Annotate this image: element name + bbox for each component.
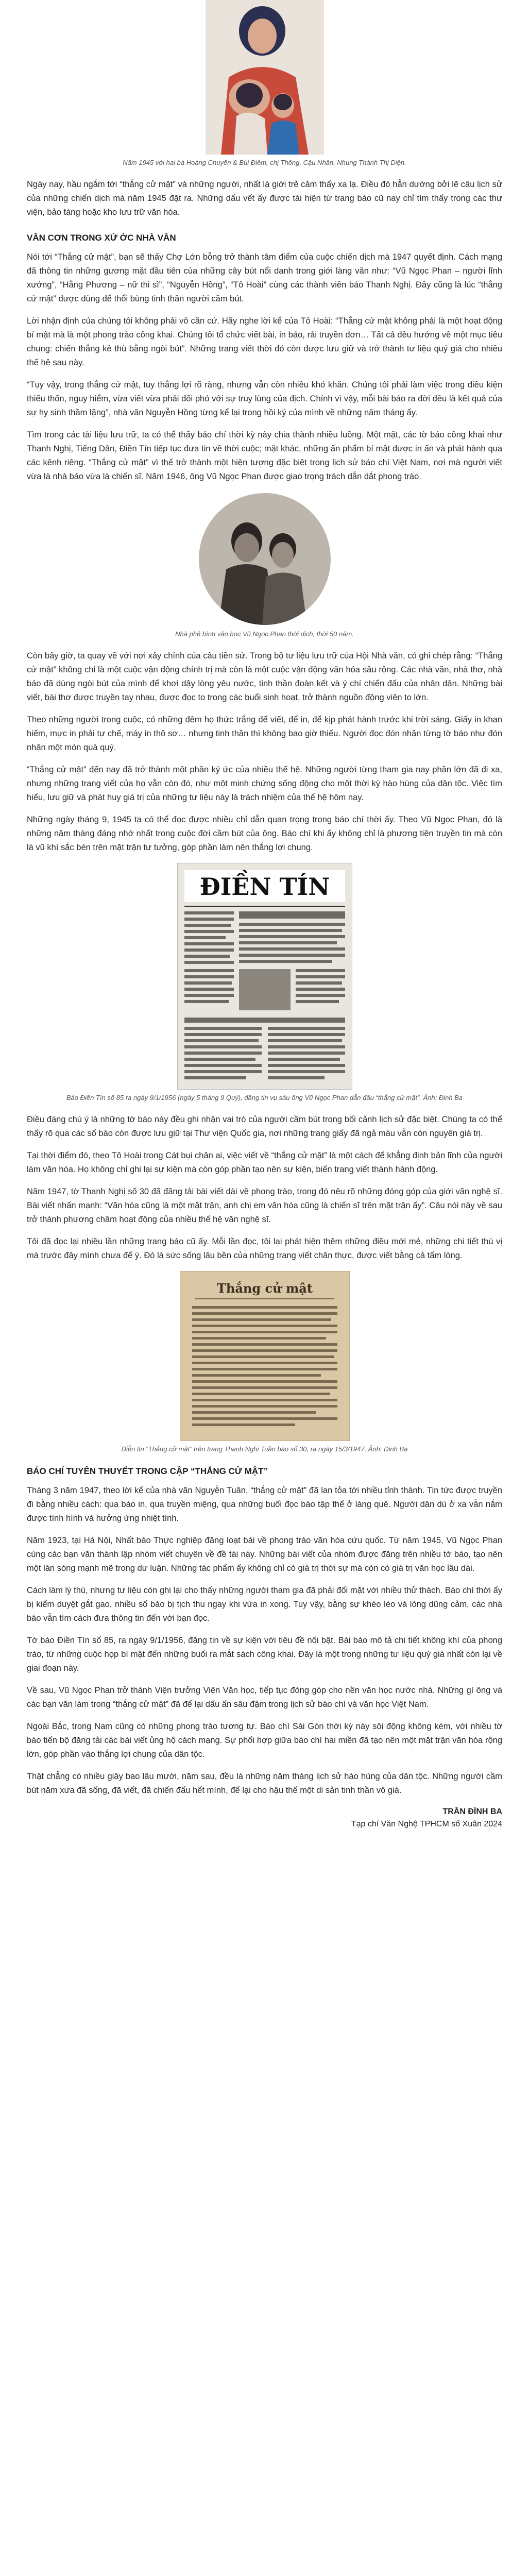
caption-1: Năm 1945 với hai bà Hoàng Chuyên & Bùi Điềm, chị Thông, Cậu Nhân, Nhung Thành Thị Diện. <box>123 159 406 166</box>
author-source: Tạp chí Văn Nghệ TPHCM số Xuân 2024 <box>351 1820 502 1828</box>
paragraph: “Thắng cử mật” đến nay đã trở thành một phần ký ức của nhiều thế hệ. Những người từng tham gia nay phần lớn đã đi xa, nhưng những trang viết của họ vẫn còn đó, như một minh chứng sống động cho một thời kỳ hào hùng của dân tộc. Việc tìm hiểu, lưu giữ và phát huy giá trị của những tư liệu này là trách nhiệm của thế hệ hôm nay. <box>27 765 502 802</box>
paragraph: Còn bây giờ, ta quay về với nơi xảy chính của câu tiền sử. Trong bộ tư liệu lưu trữ của Hội Nhà văn, có ghi chép rằng: “Thắng cử mật” không chỉ là một cuộc vận động chính trị mà còn là một cuộc vận động văn hóa sâu rộng. Các nhà văn, nhà thơ, nhà báo đã dùng ngòi bút của mình để khơi dậy lòng yêu nước, tinh thần đoàn kết và ý chí chiến đấu của nhân dân. Những bài viết, bài thơ được truyền tay nhau, được đọc to trong các buổi sinh hoạt, trở thành nguồn động viên to lớn. <box>27 651 502 702</box>
photo-2 <box>27 492 502 626</box>
paragraph: Tháng 3 năm 1947, theo lời kể của nhà văn Nguyễn Tuân, “thắng cử mật” đã lan tỏa tới nhiều tỉnh thành. Tin tức được truyền đi bằng nhiều cách: qua báo in, qua truyền miệng, qua những buổi đọc báo tập thể ở làng quê. Người dân dù ở xa vẫn nắm được tình hình và hưởng ứng nhiệt tình. <box>27 1486 502 1523</box>
paragraph: “Tụy vậy, trong thắng cử mật, tuy thắng lợi rõ ràng, nhưng vẫn còn nhiều khó khăn. Chúng tôi phải làm việc trong điều kiện thiếu thốn, nguy hiểm, vừa viết vừa phải đối phó với sự truy lùng của địch. Chính vì vậy, mỗi bài báo ra đời đều là kết quả của sự hy sinh thầm lặng”, nhà văn Nguyễn Hồng từng kể lại trong hồi ký của mình về những năm tháng ấy. <box>27 380 502 417</box>
paragraph: Những ngày tháng 9, 1945 ta có thể đọc được nhiều chỉ dẫn quan trọng trong báo chí thời ấy. Theo Vũ Ngọc Phan, đó là những năm tháng đáng nhớ nhất trong cuộc đời cầm bút của ông. Báo chí khi ấy không chỉ là phương tiện truyền tin mà còn là vũ khí sắc bén trên mặt trận tư tưởng, góp phần làm nên thắng lợi chung. <box>27 815 502 852</box>
caption-2: Nhà phê bình văn học Vũ Ngọc Phan thời dịch, thời 50 năm. <box>175 630 354 638</box>
section-heading-1: VẦN CƠN TRONG XỬ ỚC NHÀ VẦN <box>27 233 176 243</box>
paragraph: Tờ báo Điền Tín số 85, ra ngày 9/1/1956, đăng tin về sự kiện với tiêu đề nổi bật. Bài báo mô tả chi tiết không khí của phong trào, từ những cuộc họp bí mật đến những buổi ra mắt sách công khai. Đây là một trong những tư liệu quý giá nhất còn lại về giai đoạn này. <box>27 1636 502 1673</box>
newspaper-image <box>27 863 502 1090</box>
paragraph: Về sau, Vũ Ngọc Phan trở thành Viện trưởng Viện Văn học, tiếp tục đóng góp cho nền văn học nước nhà. Những gì ông và các bạn văn làm trong “thắng cử mật” đã để lại dấu ấn sâu đậm trong lịch sử báo chí và văn học Việt Nam. <box>27 1686 502 1709</box>
photo-2-image <box>198 492 332 626</box>
paragraph: Ngày nay, hầu ngắm tới “thắng cử mật” và những người, nhất là giới trẻ cảm thấy xa lạ. Điều đó hẳn dường bởi lẽ câu lịch sử của những chiến dịch mà năm 1945 đặt ra. Những dấu vết ấy được tái hiện từ trang báo cũ nay chỉ tìm thấy trong các thư viện, bảo tàng hoặc kho lưu trữ văn hóa. <box>27 180 502 217</box>
clipping-title: Thắng cử mật <box>216 1281 313 1296</box>
paragraph: Tôi đã đọc lại nhiều lần những trang báo cũ ấy. Mỗi lần đọc, tôi lại phát hiện thêm những điều mới mẻ, những chi tiết thú vị mà trước đây mình chưa để ý. Đó là sức sống lâu bền của những trang viết chân thực, được viết bằng cả tấm lòng. <box>27 1237 502 1260</box>
paragraph: Ngoài Bắc, trong Nam cũng có những phong trào tương tự. Báo chí Sài Gòn thời kỳ này sôi động không kém, với nhiều tờ báo tiến bộ đăng tải các bài viết ủng hộ cách mạng. Sự phối hợp giữa báo chí hai miền đã tạo nên một mặt trận văn hóa rộng lớn, góp phần vào thắng lợi chung của dân tộc. <box>27 1722 502 1759</box>
signature <box>27 1806 502 1831</box>
clipping-image <box>27 1271 502 1441</box>
caption-3: Báo Điền Tín số 85 ra ngày 9/1/1956 (ngày 5 tháng 9 Quý), đăng tin vụ sáu ông Vũ Ngọc Phan dẫn đầu “thắng cử mật”. Ảnh: Đinh Ba <box>66 1094 463 1101</box>
paragraph: Tại thời điểm đó, theo Tô Hoài trong Cát bụi chân ai, việc viết về “thắng cử mật” là một cách để khẳng định bản lĩnh của người làm văn hóa. Họ không chỉ ghi lại sự kiện mà còn góp phần tạo nên sự kiện, biến trang viết thành hành động. <box>27 1151 503 1174</box>
paragraph: Tìm trong các tài liệu lưu trữ, ta có thể thấy báo chí thời kỳ này chia thành nhiều luồng. Một mặt, các tờ báo công khai như Thanh Nghị, Tiếng Dân, Điền Tín tiếp tục đưa tin về thời cuộc; mặt khác, những ấn phẩm bí mật được in ấn và phát hành qua các kênh riêng. “Thắng cử mật” vì thế trở thành một hiện tượng đặc biệt trong lịch sử báo chí Việt Nam, nơi mà người viết vừa là nhà báo vừa là chiến sĩ. Năm 1946, ông Vũ Ngọc Phan được giao trọng trách dẫn dắt phong trào. <box>27 430 502 481</box>
caption-4: Diễn tin “Thắng cử mật” trên trang Thanh Nghị Tuần báo số 30, ra ngày 15/3/1947. Ảnh: Đinh Ba <box>121 1445 408 1453</box>
paragraph: Điều đáng chú ý là những tờ báo này đều ghi nhận vai trò của người cầm bút trong bối cảnh lịch sử đặc biệt. Chúng ta có thể thấy rõ qua các số báo còn được lưu giữ tại Thư viện Quốc gia, nơi những trang giấy đã ngả màu vẫn còn nguyên giá trị. <box>27 1115 502 1138</box>
clipping-page <box>180 1271 350 1441</box>
newspaper-masthead: ĐIỀN TÍN <box>199 873 330 901</box>
author-name: TRẦN ĐÌNH BA <box>442 1807 502 1816</box>
section-heading-2: BÁO CHÍ TUYÊN THUYẾT TRONG CẬP “THẮNG CỬ MẬT” <box>27 1466 268 1476</box>
photo-1 <box>27 0 502 155</box>
paragraph: Thật chẳng có nhiều giây bao lâu mười, năm sau, đều là những năm tháng lịch sử hào hùng của dân tộc. Những người cầm bút năm xưa đã sống, đã viết, đã chiến đấu hết mình, để lại cho hậu thế một di sản tinh thần vô giá. <box>27 1772 502 1795</box>
newspaper-page <box>177 863 352 1090</box>
paragraph: Nói tới “Thắng cử mật”, bạn sẽ thấy Chợ Lớn bỗng trở thành tâm điểm của cuộc chiến dịch mà 1947 quyết định. Cách mạng đã thông tin những gương mặt đầu tiên của những cây bút nổi danh trong giới làng văn như: “Vũ Ngọc Phan – người lĩnh xướng”, “Hằng Phương – nữ thi sĩ”, “Nguyễn Hồng”, “Tô Hoài” cùng các thành viên báo Thanh Nghị. Đây cũng là lúc “thắng cử mật” được dùng để thổi bùng tinh thần người cầm bút. <box>27 252 502 303</box>
paragraph: Năm 1947, tờ Thanh Nghị số 30 đã đăng tải bài viết dài về phong trào, trong đó nêu rõ những đóng góp của giới văn nghệ sĩ. Bài viết nhấn mạnh: “Văn hóa cũng là một mặt trận, anh chị em văn hóa cũng là chiến sĩ trên mặt trận ấy”. Câu nói này về sau trở thành phương châm hoạt động của nhiều thế hệ văn nghệ sĩ. <box>27 1187 502 1224</box>
paragraph: Theo những người trong cuộc, có những đêm họ thức trắng để viết, để in, để kịp phát hành trước khi trời sáng. Giấy in khan hiếm, mực in phải tự chế, máy in thô sơ… nhưng tinh thần thì không bao giờ thiếu. Người đọc đón nhận từng tờ báo như đón nhận một món quà quý. <box>27 715 502 752</box>
paragraph: Cách làm lý thú, nhưng tư liệu còn ghi lại cho thấy những người tham gia đã phải đối mặt với nhiều thử thách. Báo chí thời ấy bị kiểm duyệt gắt gao, nhiều số báo bị tịch thu ngay khi vừa in xong. Tuy vậy, bằng sự khéo léo và lòng dũng cảm, các nhà báo vẫn tìm cách đưa thông tin đến với bạn đọc. <box>27 1586 502 1623</box>
photo-1-image <box>206 0 324 155</box>
paragraph: Năm 1923, tại Hà Nội, Nhất báo Thực nghiệp đăng loạt bài về phong trào văn hóa cứu quốc. Từ năm 1945, Vũ Ngọc Phan cùng các bạn văn thành lập nhóm viết chuyên về đề tài này. Những bài viết của nhóm được đăng trên nhiều tờ báo, tạo nên một làn sóng mạnh mẽ trong dư luận. Những tác phẩm ấy không chỉ có giá trị thời sự mà còn có giá trị văn học lâu dài. <box>27 1536 502 1573</box>
paragraph: Lời nhận định của chúng tôi không phải vô căn cứ. Hãy nghe lời kể của Tô Hoài: “Thắng cử mật không phải là một hoạt động bí mật mà là một phong trào công khai. Chúng tôi tổ chức viết bài, in báo, rải truyền đơn… Tất cả đều hướng về một mục tiêu chung: chiến thắng kẻ thù bằng ngòi bút”. Những trang viết thời đó còn được lưu giữ và trở thành tư liệu quý giá cho nhiều thế hệ sau này. <box>27 316 502 367</box>
